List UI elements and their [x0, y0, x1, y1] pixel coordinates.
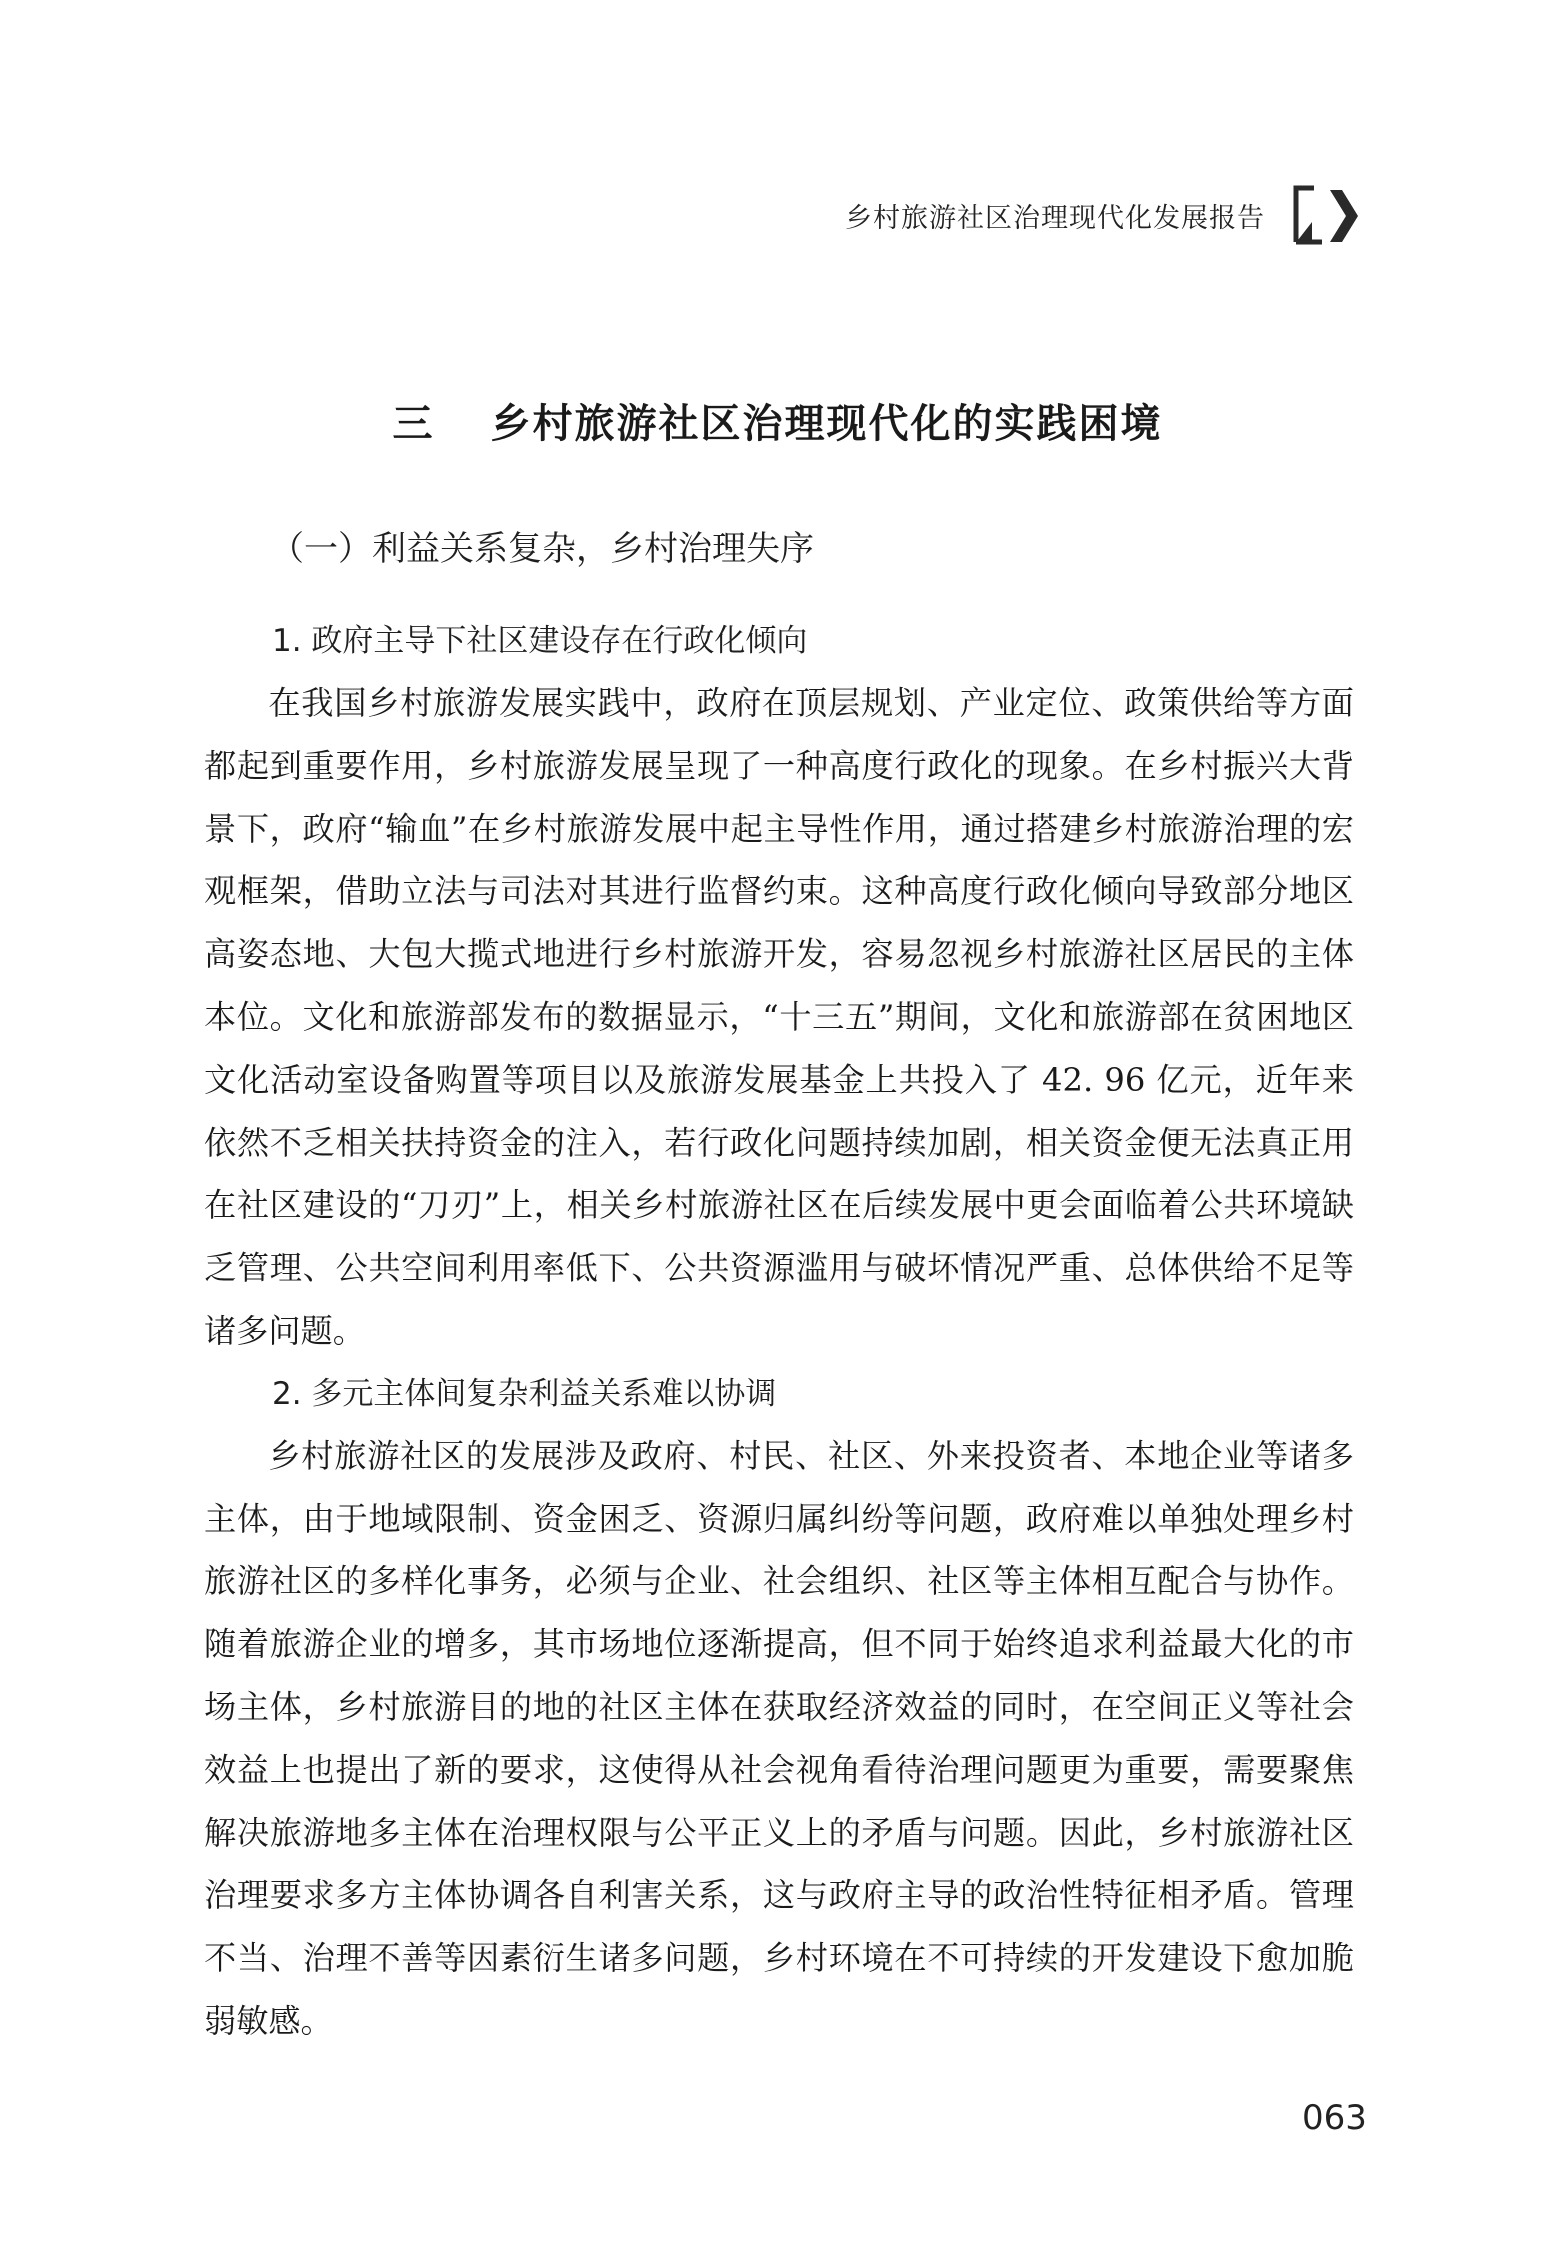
subsection-heading-1: 1. 政府主导下社区建设存在行政化倾向: [272, 623, 808, 659]
chapter-number: 三: [392, 400, 435, 447]
body-text: [204, 610, 1354, 2053]
subsection-heading-2: 2. 多元主体间复杂利益关系难以协调: [272, 1375, 777, 1412]
chapter-title-text: 乡村旅游社区治理现代化的实践困境: [490, 400, 1163, 447]
section-title: （一）利益关系复杂，乡村治理失序: [270, 529, 814, 569]
page-number: 063: [1302, 2098, 1367, 2138]
running-header: 乡村旅游社区治理现代化发展报告: [845, 203, 1265, 234]
paragraph-2: 乡村旅游社区的发展涉及政府、村民、社区、外来投资者、本地企业等诸多主体，由于地域限制、资金困乏、资源归属纠纷等问题，政府难以单独处理乡村旅游社区的多样化事务，必须与企业、社会组织、社区等主体相互配合与协作。随着旅游企业的增多，其市场地位逐渐提高，但不同于始终追求利益最大化的市场主体，乡村旅游目的地的社区主体在获取经济效益的同时，在空间正义等社会效益上也提出了新的要求，这使得从社会视角看待治理问题更为重要，需要聚焦解决旅游地多主体在治理权限与公平正义上的矛盾与问题。因此，乡村旅游社区治理要求多方主体协调各自利害关系，这与政府主导的政治性特征相矛盾。管理不当、治理不善等因素衍生诸多问题，乡村环境在不可持续的开发建设下愈加脆弱敏感。: [204, 1436, 1354, 2040]
chapter-arrow-logo-icon: [1292, 182, 1364, 248]
chapter-title: [0, 392, 1555, 449]
paragraph-1: 在我国乡村旅游发展实践中，政府在顶层规划、产业定位、政策供给等方面都起到重要作用，乡村旅游发展呈现了一种高度行政化的现象。在乡村振兴大背景下，政府“输血”在乡村旅游发展中起主导性作用，通过搭建乡村旅游治理的宏观框架，借助立法与司法对其进行监督约束。这种高度行政化倾向导致部分地区高姿态地、大包大揽式地进行乡村旅游开发，容易忽视乡村旅游社区居民的主体本位。文化和旅游部发布的数据显示，“十三五”期间，文化和旅游部在贫困地区文化活动室设备购置等项目以及旅游发展基金上共投入了 42. 96 亿元，近年来依然不乏相关扶持资金的注入，若行政化问题持续加剧，相关资金便无法真正用在社区建设的“刀刃”上，相关乡村旅游社区在后续发展中更会面临着公共环境缺乏管理、公共空间利用率低下、公共资源滥用与破坏情况严重、总体供给不足等诸多问题。: [204, 684, 1354, 1350]
